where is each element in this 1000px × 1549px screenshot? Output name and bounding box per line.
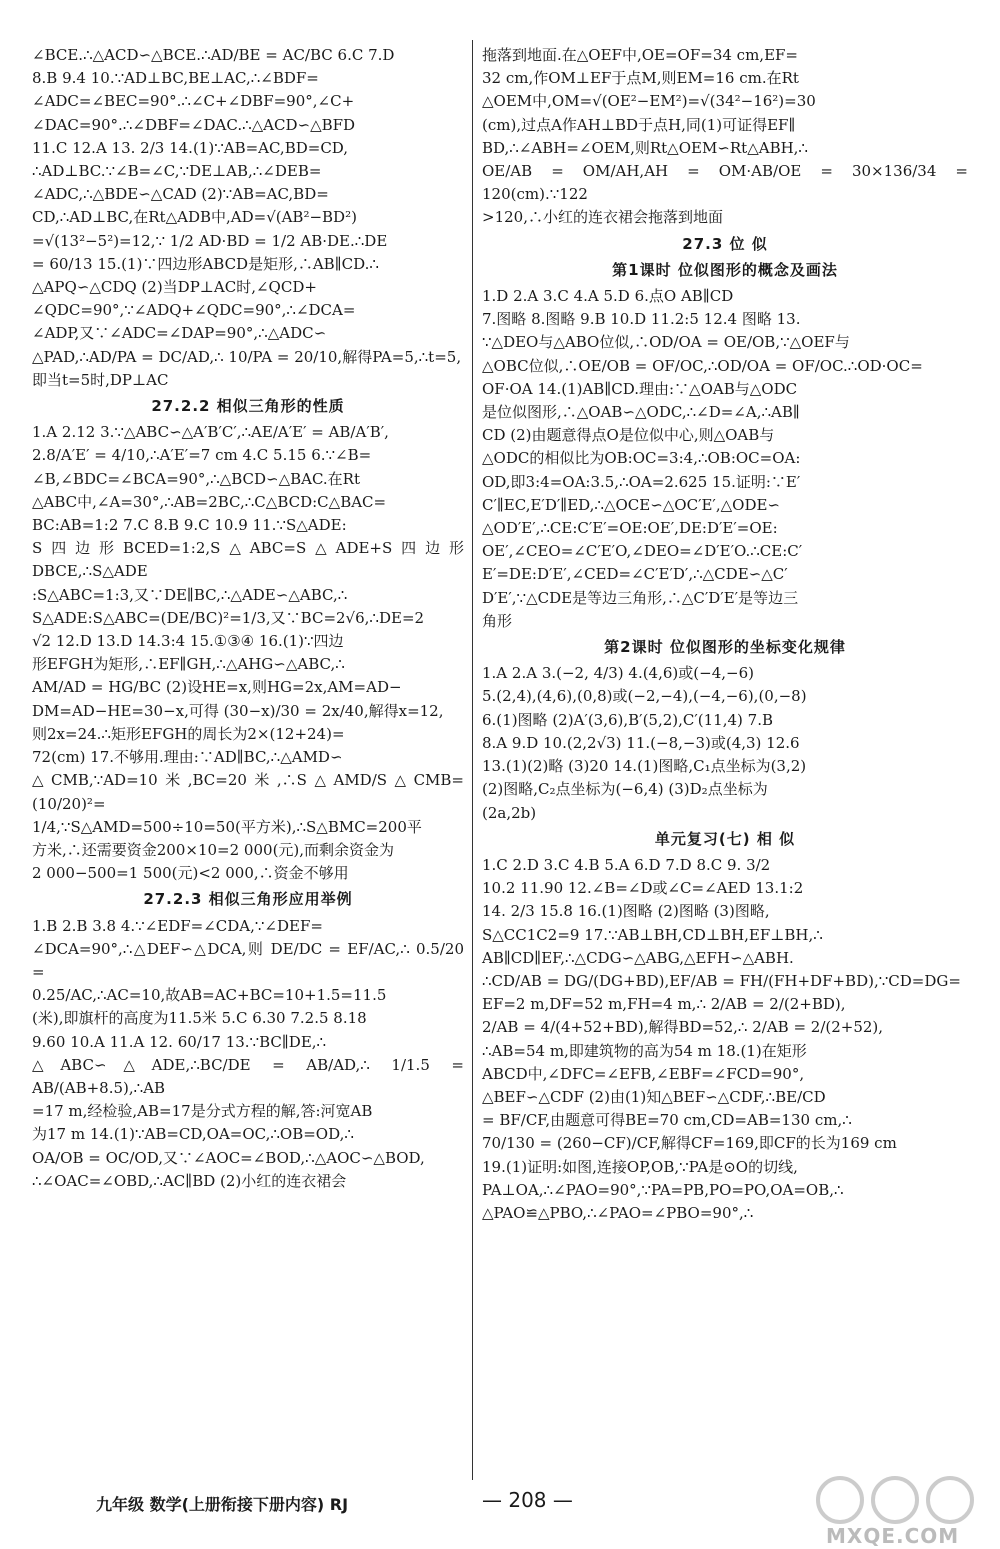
text-line: △ABC∽△ADE,∴BC/DE = AB/AD,∴ 1/1.5 = AB/(AB+8.5),∴AB xyxy=(32,1055,464,1097)
text-line: 8.B 9.4 10.∵AD⊥BC,BE⊥AC,∴∠BDF= xyxy=(32,69,319,88)
text-line: 1.D 2.A 3.C 4.A 5.D 6.点O AB∥CD xyxy=(482,287,734,306)
text-line: CD (2)由题意得点O是位似中心,则△OAB与 xyxy=(482,426,775,445)
text-line: E′=DE:D′E′,∠CED=∠C′E′D′,∴△CDE∽△C′ xyxy=(482,565,788,584)
text-line: =17 m,经检验,AB=17是分式方程的解,答:河宽AB xyxy=(32,1102,373,1121)
heading-lesson-2: 第2课时 位似图形的坐标变化规律 xyxy=(604,638,846,657)
text-line: △OD′E′,∴CE:C′E′=OE:OE′,DE:D′E′=OE: xyxy=(482,519,778,538)
text-line: ∠ADP,又∵∠ADC=∠DAP=90°,∴△ADC∽ xyxy=(32,324,327,343)
text-line: =√(13²−5²)=12,∵ 1/2 AD·BD = 1/2 AB·DE.∴DE xyxy=(32,231,388,250)
text-line: OE/AB = OM/AH,AH = OM·AB/OE = 30×136/34 = 120(cm).∵122 xyxy=(482,162,968,204)
text-line: △PAD,∴AD/PA = DC/AD,∴ 10/PA = 20/10,解得PA=5,∴t=5, xyxy=(32,347,462,366)
text-line: ∠B,∠BDC=∠BCA=90°,∴△BCD∽△BAC.在Rt xyxy=(32,469,361,488)
text-line: BD,∴∠ABH=∠OEM,则Rt△OEM∽Rt△ABH,∴ xyxy=(482,138,808,157)
text-line: 即当t=5时,DP⊥AC xyxy=(32,370,169,389)
text-line: 2/AB = 4/(4+52+BD),解得BD=52,∴ 2/AB = 2/(2+52), xyxy=(482,1018,884,1037)
text-line: ∠DCA=90°,∴△DEF∽△DCA,则 DE/DC = EF/AC,∴ 0.5/20 = xyxy=(32,939,464,981)
text-line: DM=AD−HE=30−x,可得 (30−x)/30 = 2x/40,解得x=12, xyxy=(32,701,444,720)
text-line: 0.25/AC,∴AC=10,故AB=AC+BC=10+1.5=11.5 xyxy=(32,986,387,1005)
text-line: 则2x=24.∴矩形EFGH的周长为2×(12+24)= xyxy=(32,724,345,743)
footer-subject: 九年级 数学(上册衔接下册内容) RJ xyxy=(96,1495,349,1514)
text-line: EF=2 m,DF=52 m,FH=4 m,∴ 2/AB = 2/(2+BD), xyxy=(482,995,846,1014)
watermark-text: MXQE.COM xyxy=(826,1524,960,1548)
text-line: 6.(1)图略 (2)A′(3,6),B′(5,2),C′(11,4) 7.B xyxy=(482,710,773,729)
text-line: (2)图略,C₂点坐标为(−6,4) (3)D₂点坐标为 xyxy=(482,780,768,799)
heading-lesson-1: 第1课时 位似图形的概念及画法 xyxy=(612,260,838,279)
text-line: √2 12.D 13.D 14.3:4 15.①③④ 16.(1)∵四边 xyxy=(32,632,344,651)
text-line: ∴∠OAC=∠OBD,∴AC∥BD (2)小红的连衣裙会 xyxy=(32,1171,347,1190)
heading-27-2-3: 27.2.3 相似三角形应用举例 xyxy=(143,890,353,909)
text-line: (米),即旗杆的高度为11.5米 5.C 6.30 7.2.5 8.18 xyxy=(32,1009,367,1028)
text-line: ∠ADC,∴△BDE∽△CAD (2)∵AB=AC,BD= xyxy=(32,185,329,204)
text-line: 9.60 10.A 11.A 12. 60/17 13.∵BC∥DE,∴ xyxy=(32,1032,327,1051)
text-line: 1.A 2.12 3.∵△ABC∽△A′B′C′,∴AE/A′E′ = AB/A′B′, xyxy=(32,423,389,442)
text-line: OE′,∠CEO=∠C′E′O,∠DEO=∠D′E′O.∴CE:C′ xyxy=(482,542,803,561)
text-line: ∴AB=54 m,即建筑物的高为54 m 18.(1)在矩形 xyxy=(482,1041,807,1060)
left-column xyxy=(32,44,464,1193)
text-line: S四边形BCED=1:2,S△ABC=S△ADE+S四边形DBCE,∴S△ADE xyxy=(32,539,464,581)
text-line: 拖落到地面.在△OEF中,OE=OF=34 cm,EF= xyxy=(482,46,798,64)
text-line: ∴CD/AB = DG/(DG+BD),EF/AB = FH/(FH+DF+BD),∵CD=DG= xyxy=(482,971,961,990)
heading-unit-review: 单元复习(七) 相 似 xyxy=(654,829,796,848)
text-line: 角形 xyxy=(482,611,513,630)
text-line: △APQ∽△CDQ (2)当DP⊥AC时,∠QCD+ xyxy=(32,278,317,297)
text-line: 1.B 2.B 3.8 4.∵∠EDF=∠CDA,∵∠DEF= xyxy=(32,916,323,935)
left-column-lines xyxy=(32,44,464,392)
page-number: — 208 — xyxy=(482,1488,573,1512)
text-line: △ODC的相似比为OB:OC=3:4,∴OB:OC=OA: xyxy=(482,449,801,468)
text-line: 19.(1)证明:如图,连接OP,OB,∵PA是⊙O的切线, xyxy=(482,1157,798,1176)
text-line: C′∥EC,E′D′∥ED,∴△OCE∽△OC′E′,△ODE∽ xyxy=(482,495,780,514)
text-line: ∠BCE.∴△ACD∽△BCE.∴AD/BE = AC/BC 6.C 7.D xyxy=(32,46,395,64)
text-line: ∠DAC=90°.∴∠DBF=∠DAC.∴△ACD∽△BFD xyxy=(32,115,356,134)
text-line: △CMB,∵AD=10米,BC=20米,∴S△AMD/S△CMB=(10/20)²= xyxy=(32,771,464,813)
text-line: △OEM中,OM=√(OE²−EM²)=√(34²−16²)=30 xyxy=(482,92,816,111)
section-lesson-2 xyxy=(482,662,968,824)
text-line: CD,∴AD⊥BC,在Rt△ADB中,AD=√(AB²−BD²) xyxy=(32,208,357,227)
text-line: 5.(2,4),(4,6),(0,8)或(−2,−4),(−4,−6),(0,−8) xyxy=(482,687,807,706)
text-line: D′E′,∵△CDE是等边三角形,∴△C′D′E′是等边三 xyxy=(482,588,799,607)
text-line: ∴AD⊥BC.∵∠B=∠C,∵DE⊥AB,∴∠DEB= xyxy=(32,162,322,181)
text-line: ∠ADC=∠BEC=90°.∴∠C+∠DBF=90°,∠C+ xyxy=(32,92,355,111)
text-line: 14. 2/3 15.8 16.(1)图略 (2)图略 (3)图略, xyxy=(482,902,770,921)
text-line: 2.8/A′E′ = 4/10,∴A′E′=7 cm 4.C 5.15 6.∵∠B= xyxy=(32,446,372,465)
text-line: 为17 m 14.(1)∵AB=CD,OA=OC,∴OB=OD,∴ xyxy=(32,1125,354,1144)
section-27-2-2 xyxy=(32,421,464,885)
text-line: 7.图略 8.图略 9.B 10.D 11.2:5 12.4 图略 13. xyxy=(482,310,801,329)
text-line: OA/OB = OC/OD,又∵∠AOC=∠BOD,∴△AOC∽△BOD, xyxy=(32,1148,425,1167)
text-line: ∠QDC=90°,∵∠ADQ+∠QDC=90°,∴∠DCA= xyxy=(32,301,356,320)
right-column xyxy=(482,44,968,1225)
text-line: 8.A 9.D 10.(2,2√3) 11.(−8,−3)或(4,3) 12.6 xyxy=(482,733,800,752)
text-line: 70/130 = (260−CF)/CF,解得CF=169,即CF的长为169 cm xyxy=(482,1134,897,1153)
section-unit-review xyxy=(482,854,968,1225)
text-line: = 60/13 15.(1)∵四边形ABCD是矩形,∴AB∥CD.∴ xyxy=(32,254,379,273)
section-lesson-1 xyxy=(482,285,968,633)
text-line: S△CC1C2=9 17.∵AB⊥BH,CD⊥BH,EF⊥BH,∴ xyxy=(482,925,823,944)
text-line: 2 000−500=1 500(元)<2 000,∴资金不够用 xyxy=(32,864,349,883)
text-line: AM/AD = HG/BC (2)设HE=x,则HG=2x,AM=AD− xyxy=(32,678,402,697)
right-column-lines xyxy=(482,44,968,230)
text-line: = BF/CF,由题意可得BE=70 cm,CD=AB=130 cm,∴ xyxy=(482,1111,852,1130)
heading-27-3: 27.3 位 似 xyxy=(682,234,768,253)
text-line: 形EFGH为矩形,∴EF∥GH,∴△AHG∽△ABC,∴ xyxy=(32,655,345,674)
text-line: △PAO≌△PBO,∴∠PAO=∠PBO=90°,∴ xyxy=(482,1203,754,1222)
text-line: △OBC位似,∴OE/OB = OF/OC,∴OD/OA = OF/OC.∴OD·OC= xyxy=(482,356,923,375)
text-line: 11.C 12.A 13. 2/3 14.(1)∵AB=AC,BD=CD, xyxy=(32,138,349,157)
heading-27-2-2: 27.2.2 相似三角形的性质 xyxy=(151,397,345,416)
text-line: 1.A 2.A 3.(−2, 4/3) 4.(4,6)或(−4,−6) xyxy=(482,664,754,683)
text-line: OD,即3:4=OA:3.5,∴OA=2.625 15.证明:∵E′ xyxy=(482,472,801,491)
text-line: 方米,∴还需要资金200×10=2 000(元),而剩余资金为 xyxy=(32,840,395,859)
text-line: S△ADE:S△ABC=(DE/BC)²=1/3,又∵BC=2√6,∴DE=2 xyxy=(32,608,425,627)
text-line: ABCD中,∠DFC=∠EFB,∠EBF=∠FCD=90°, xyxy=(482,1064,805,1083)
text-line: 10.2 11.90 12.∠B=∠D或∠C=∠AED 13.1:2 xyxy=(482,879,804,898)
section-27-2-3 xyxy=(32,915,464,1193)
text-line: △BEF∽△CDF (2)由(1)知△BEF∽△CDF,∴BE/CD xyxy=(482,1087,826,1106)
text-line: △ABC中,∠A=30°,∴AB=2BC,∴C△BCD:C△BAC= xyxy=(32,492,387,511)
text-line: (2a,2b) xyxy=(482,803,537,822)
text-line: OF·OA 14.(1)AB∥CD.理由:∵△OAB与△ODC xyxy=(482,379,798,398)
text-line: >120,∴小红的连衣裙会拖落到地面 xyxy=(482,208,723,227)
text-line: 1.C 2.D 3.C 4.B 5.A 6.D 7.D 8.C 9. 3/2 xyxy=(482,855,771,874)
column-divider xyxy=(472,40,473,1480)
text-line: (cm),过点A作AH⊥BD于点H,同(1)可证得EF∥ xyxy=(482,115,796,134)
text-line: 是位似图形,∴△OAB∽△ODC,∴∠D=∠A,∴AB∥ xyxy=(482,403,800,422)
text-line: ∵△DEO与△ABO位似,∴OD/OA = OE/OB,∵△OEF与 xyxy=(482,333,850,352)
text-line: PA⊥OA,∴∠PAO=90°,∵PA=PB,PO=PO,OA=OB,∴ xyxy=(482,1180,844,1199)
text-line: 72(cm) 17.不够用.理由:∵AD∥BC,∴△AMD∽ xyxy=(32,748,343,767)
text-line: :S△ABC=1:3,又∵DE∥BC,∴△ADE∽△ABC,∴ xyxy=(32,585,348,604)
text-line: 32 cm,作OM⊥EF于点M,则EM=16 cm.在Rt xyxy=(482,69,799,88)
text-line: AB∥CD∥EF,∴△CDG∽△ABG,△EFH∽△ABH. xyxy=(482,948,794,967)
text-line: 13.(1)(2)略 (3)20 14.(1)图略,C₁点坐标为(3,2) xyxy=(482,757,807,776)
text-line: 1/4,∵S△AMD=500÷10=50(平方米),∴S△BMC=200平 xyxy=(32,817,422,836)
text-line: BC:AB=1:2 7.C 8.B 9.C 10.9 11.∵S△ADE: xyxy=(32,516,347,535)
